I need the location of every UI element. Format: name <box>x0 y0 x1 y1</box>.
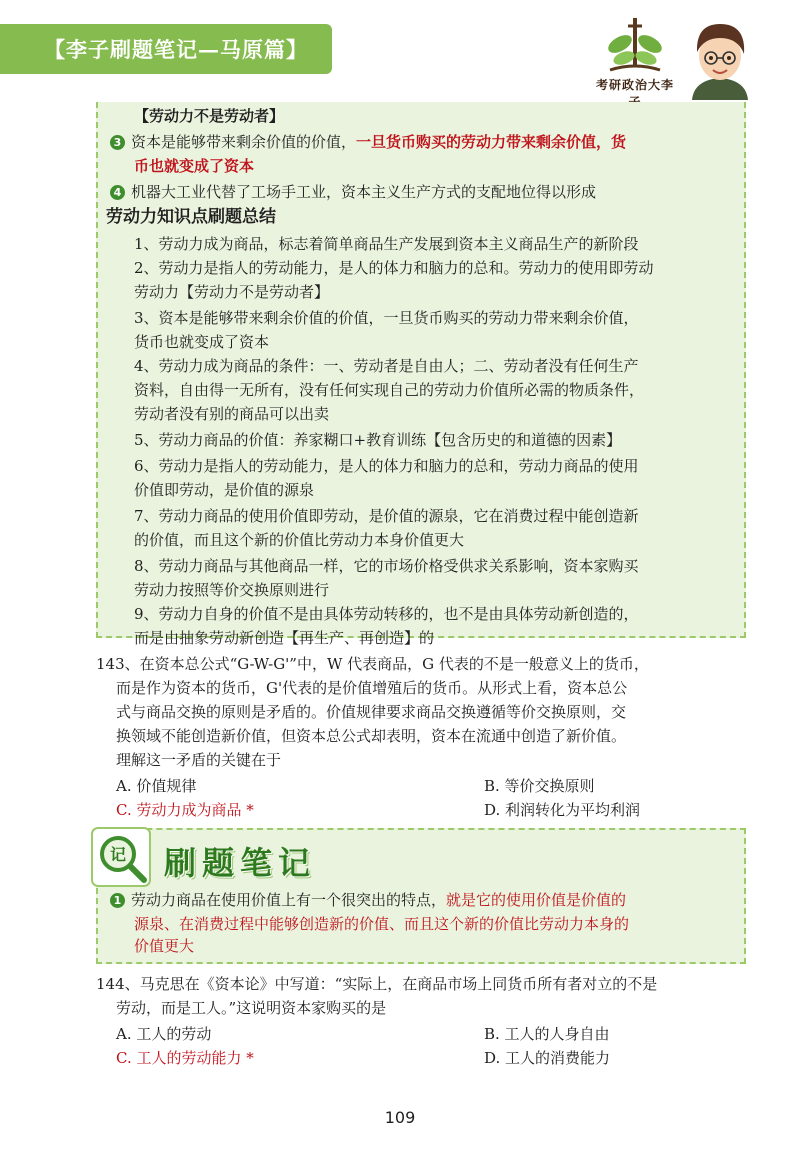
note-labor-not-laborer: 【劳动力不是劳动者】 <box>134 107 285 125</box>
note-item-3-plain: 资本是能够带来剩余价值的价值， <box>131 133 357 151</box>
summary-line-10: 6、劳动力是指人的劳动能力，是人的体力和脑力的总和，劳动力商品的使用 <box>134 457 639 475</box>
note-bottom-line-2: 源泉、在消费过程中能够创造新的价值、而且这个新的价值比劳动力本身的 <box>134 915 630 933</box>
summary-line-12: 7、劳动力商品的使用价值即劳动，是价值的源泉，它在消费过程中能创造新 <box>134 507 639 525</box>
q143-option-d: D. 利润转化为平均利润 <box>484 801 641 819</box>
cartoon-avatar-icon <box>684 16 756 100</box>
summary-line-8: 劳动者没有别的商品可以出卖 <box>134 405 330 423</box>
summary-line-13: 的价值，而且这个新的价值比劳动力本身价值更大 <box>134 531 465 549</box>
summary-line-14: 8、劳动力商品与其他商品一样，它的市场价格受供求关系影响，资本家购买 <box>134 557 639 575</box>
summary-line-2: 2、劳动力是指人的劳动能力，是人的体力和脑力的总和。劳动力的使用即劳动 <box>134 259 654 277</box>
q143-option-a: A. 价值规律 <box>116 777 197 795</box>
q143-option-b: B. 等价交换原则 <box>484 777 595 795</box>
summary-line-3: 劳动力【劳动力不是劳动者】 <box>134 283 330 301</box>
q144-line-1: 144、马克思在《资本论》中写道：“实际上，在商品市场上同货币所有者对立的不是 <box>96 975 658 993</box>
q144-option-b: B. 工人的人身自由 <box>484 1025 610 1043</box>
q144-option-c: C. 工人的劳动能力 * <box>116 1049 254 1067</box>
q144-line-2: 劳动，而是工人。”这说明资本家购买的是 <box>116 999 387 1017</box>
notes-heading-title: 刷题笔记 <box>164 844 317 882</box>
summary-line-17: 而是由抽象劳动新创造【再生产、再创造】的 <box>134 629 435 647</box>
note-item-3-line2: 币也就变成了资本 <box>134 157 255 175</box>
q143-line-5: 理解这一矛盾的关键在于 <box>116 751 282 769</box>
logo-text: 考研政治大李 <box>595 78 674 92</box>
note-item-4 <box>110 180 596 204</box>
note-item-3-number: 3 <box>110 135 125 150</box>
q143-line-2: 而是作为资本的货币，G'代表的是价值增殖后的货币。从形式上看，资本总公 <box>116 679 628 697</box>
magnifier-note-icon <box>90 826 152 888</box>
q143-line-4: 换领域不能创造新价值，但资本总公式却表明，资本在流通中创造了新价值。 <box>116 727 627 745</box>
q144-option-a: A. 工人的劳动 <box>116 1025 212 1043</box>
summary-line-15: 劳动力按照等价交换原则进行 <box>134 581 330 599</box>
note-bottom-plain: 劳动力商品在使用价值上有一个很突出的特点， <box>131 891 447 909</box>
magnifier-note-char: 记 <box>109 845 127 864</box>
summary-title: 劳动力知识点刷题总结 <box>106 207 276 227</box>
note-bottom-line-3: 价值更大 <box>134 937 195 955</box>
q143-line-3: 式与商品交换的原则是矛盾的。价值规律要求商品交换遵循等价交换原则，交 <box>116 703 627 721</box>
note-bottom-line-1 <box>110 888 626 912</box>
summary-line-7: 资料，自由得一无所有，没有任何实现自己的劳动力价值所必需的物质条件， <box>134 381 645 399</box>
summary-line-1: 1、劳动力成为商品，标志着简单商品生产发展到资本主义商品生产的新阶段 <box>134 235 639 253</box>
note-item-3-red: 一旦货币购买的劳动力带来剩余价值，货 <box>356 133 627 151</box>
q143-line-1: 143、在资本总公式“G-W-G'”中，W 代表商品，G 代表的不是一般意义上的货币， <box>96 655 649 673</box>
brand-logo <box>590 14 680 94</box>
summary-line-6: 4、劳动力成为商品的条件：一、劳动者是自由人；二、劳动者没有任何生产 <box>134 357 639 375</box>
note-item-3-line1 <box>110 130 626 154</box>
note-item-4-text: 机器大工业代替了工场手工业，资本主义生产方式的支配地位得以形成 <box>131 183 597 201</box>
note-item-4-number: 4 <box>110 185 125 200</box>
q143-option-c: C. 劳动力成为商品 * <box>116 801 254 819</box>
summary-line-11: 价值即劳动，是价值的源泉 <box>134 481 315 499</box>
note-bottom-red-1: 就是它的使用价值是价值的 <box>446 891 627 909</box>
page-number: 109 <box>384 1108 416 1127</box>
summary-line-5: 货币也就变成了资本 <box>134 333 270 351</box>
tree-logo-icon <box>590 14 680 76</box>
header-banner <box>0 24 332 74</box>
note-bottom-number: 1 <box>110 893 125 908</box>
summary-line-4: 3、资本是能够带来剩余价值的价值，一旦货币购买的劳动力带来剩余价值， <box>134 309 639 327</box>
banner-title: 【李子刷题笔记—马原篇】 <box>44 37 308 62</box>
summary-line-9: 5、劳动力商品的价值：养家糊口+教育训练【包含历史的和道德的因素】 <box>134 431 622 449</box>
summary-line-16: 9、劳动力自身的价值不是由具体劳动转移的，也不是由具体劳动新创造的， <box>134 605 639 623</box>
q144-option-d: D. 工人的消费能力 <box>484 1049 611 1067</box>
